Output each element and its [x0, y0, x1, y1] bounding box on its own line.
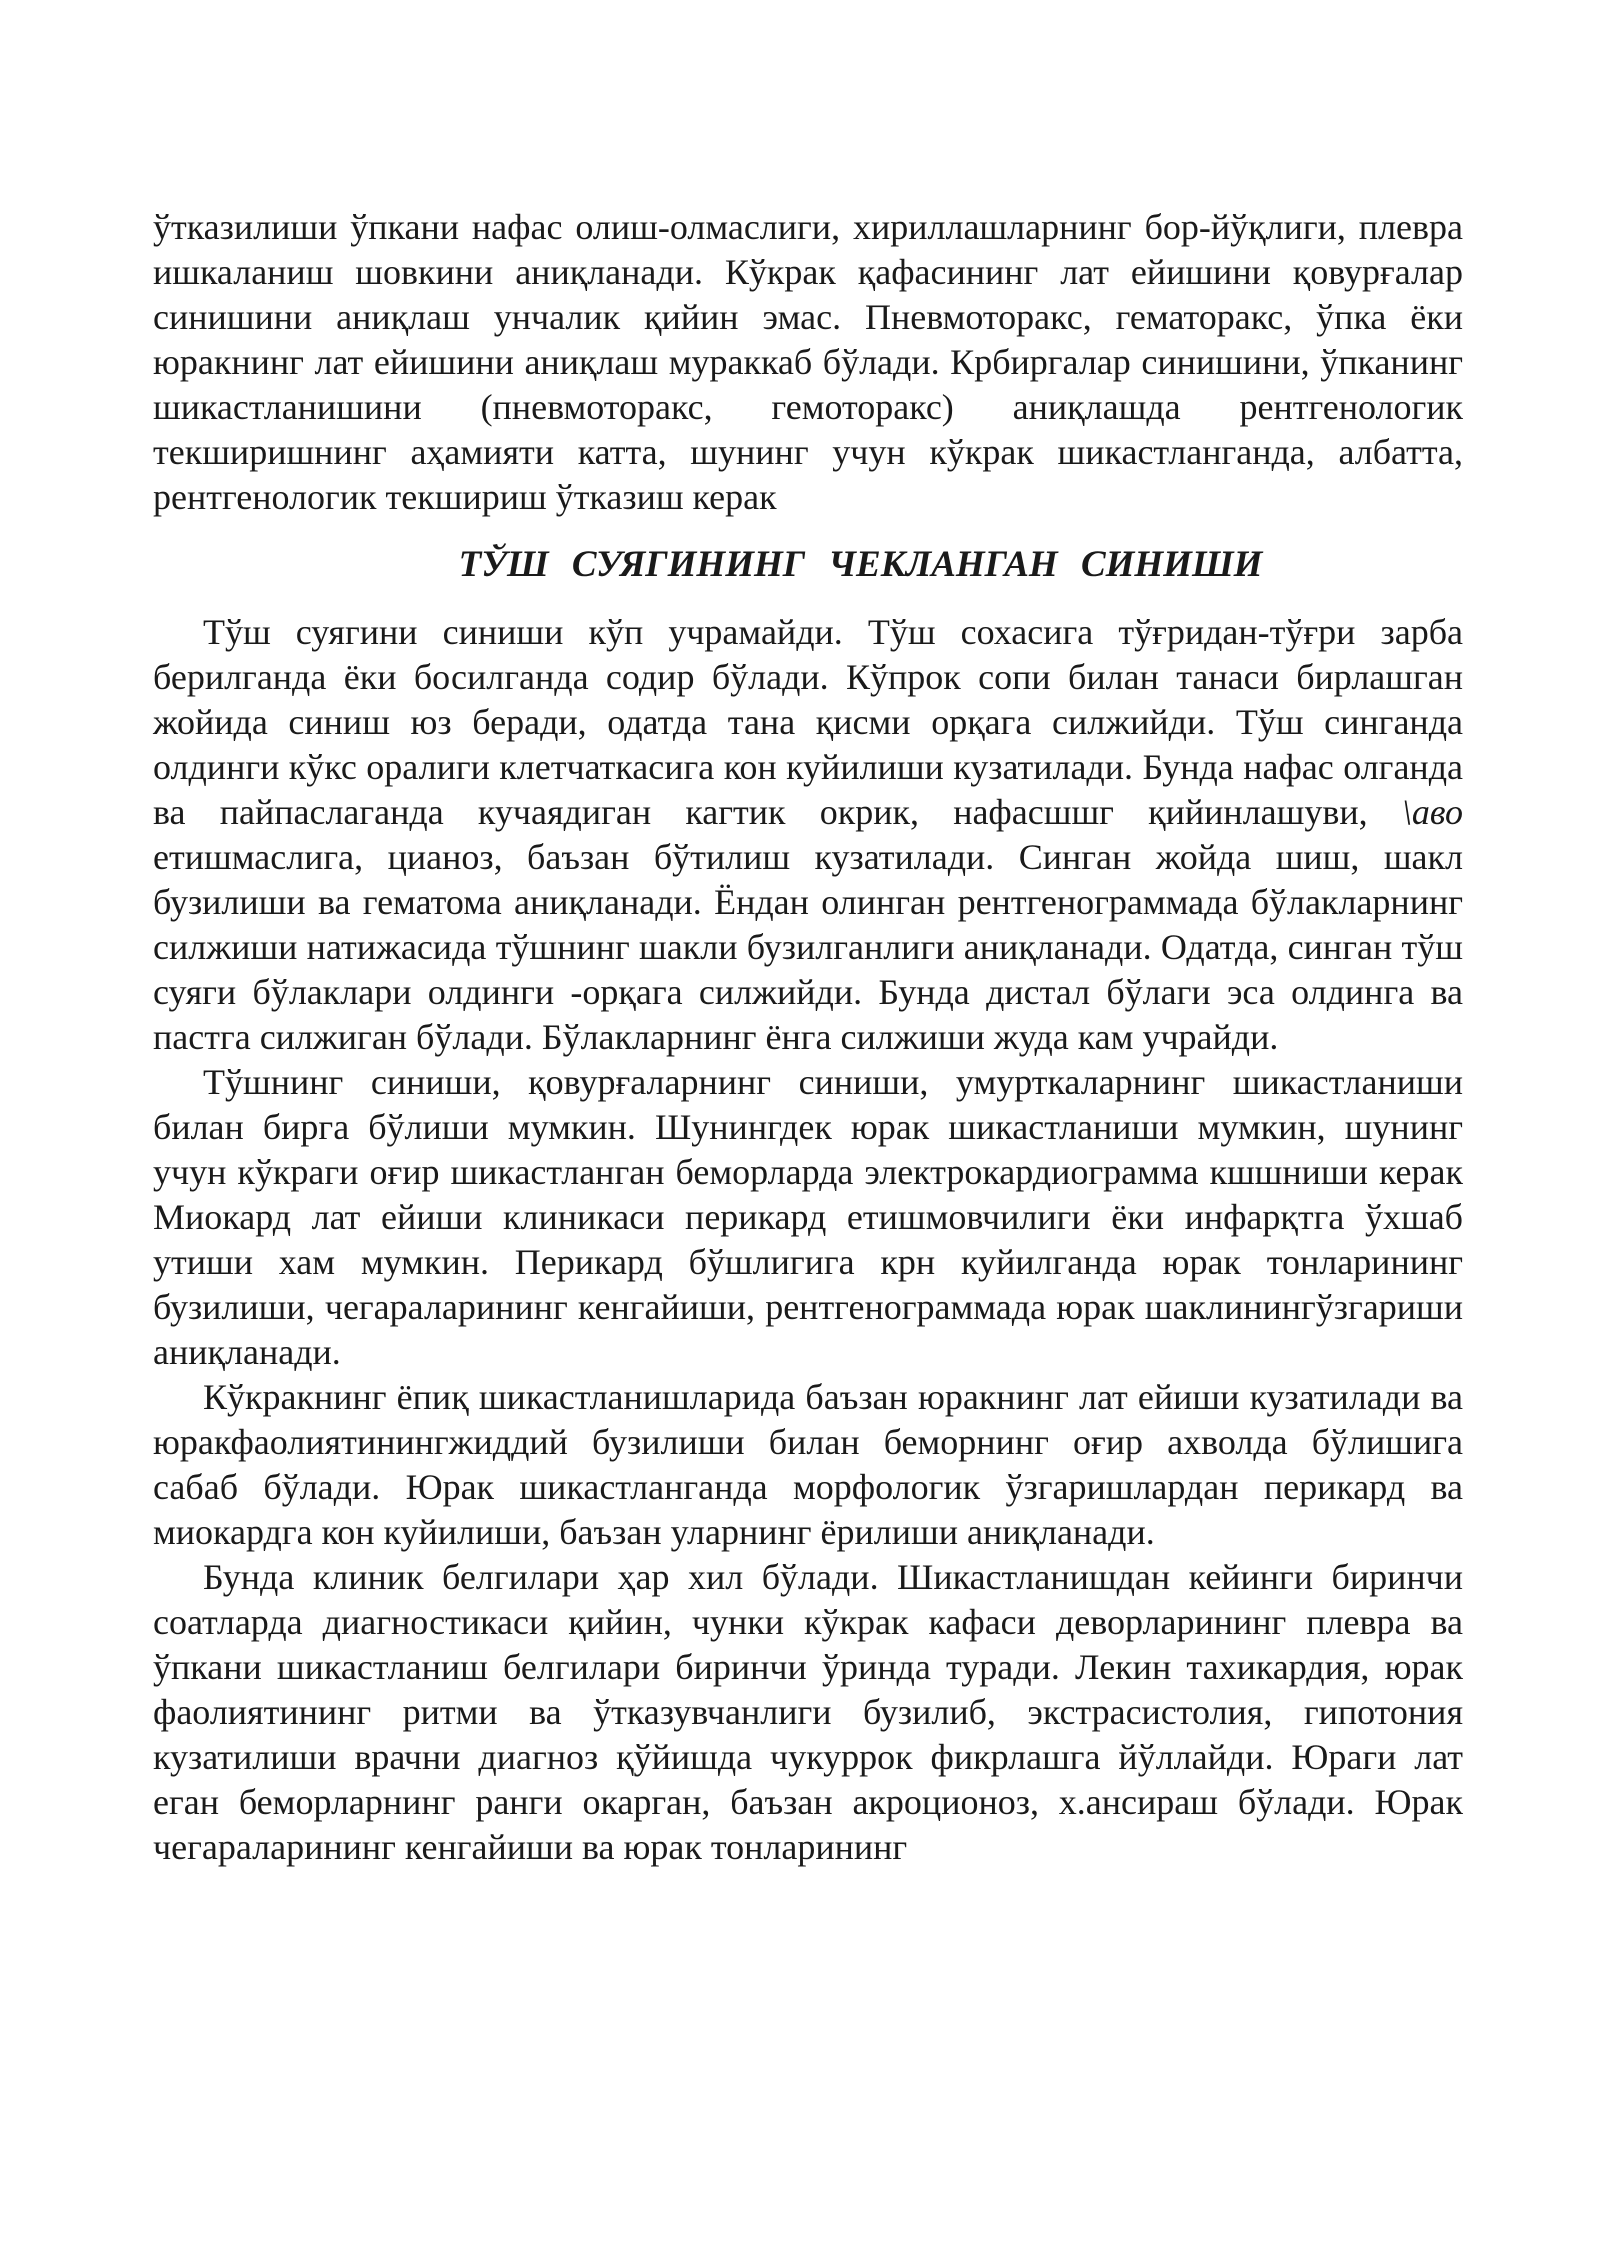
paragraph-text: Тўш суягини синиши кўп учрамайди. Тўш сохасига тўғридан-тўғри зарба берилганда ёки босилганда содир бўлади. Кўпрок сопи билан танаси бирлашган жойида синиш юз беради, одатда тана қисми орқага силжийди. Тўш сингандa олдинги кўкс оралиги клетчаткасига кон куйилиши кузатилади. Бунда нафас олганда ва пайпаслаганда кучаядиган кагтик окрик, нафасшшг қийинлашуви, [153, 612, 1463, 832]
paragraph-text: етишмаслига, цианоз, баъзан бўтилиш кузатилади. Синган жойда шиш, шакл бузилиши ва гематома аниқланади. Ёндан олинган рентгенограммада бўлакларнинг силжиши натижасида тўшнинг шакли бузилганлиги аниқланади. Одатда, синган тўш суяги бўлаклари олдинги -орқага силжийди. Бунда дистал бўлаги эса олдинга ва пастга силжиган бўлади. Бўлакларнинг ёнга силжиши жуда кам учрайди. [153, 837, 1463, 1057]
paragraph-intro: ўтказилиши ўпкани нафас олиш-олмаслиги, хириллашларнинг бор-йўқлиги, плевра ишкаланиш шовкини аниқланади. Кўкрак қафасининг лат ейишини қовурғалар синишини аниқлаш унчалик қийин эмас. Пневмоторакс, гематоракс, ўпка ёки юракнинг лат ейишини аниқлаш мураккаб бўлади. Крбиргалар синишини, ўпканинг шикастланишини (пневмоторакс, гемоторакс) аниқлашда рентгенологик текширишнинг аҳамияти катта, шунинг учун кўкрак шикастланганда, албатта, рентгенологик текшириш ўтказиш керак [153, 207, 1463, 517]
italic-fragment: \аво [1401, 792, 1463, 832]
section-heading: ТЎШ СУЯГИНИНГ ЧЕКЛАНГАН СИНИШИ [458, 544, 1263, 585]
document-body [153, 205, 1463, 1870]
paragraph-combined-injuries: Тўшнинг синиши, қовурғаларнинг синиши, умурткаларнинг шикастланиши билан бирга бўлиши мумкин. Шунингдек юрак шикастланиши мумкин, шунинг учун кўкраги оғир шикастланган беморларда электрокардиограмма кшшниши керак Миокард лат ейиши клиникаси перикард етишмовчилиги ёки инфарқтга ўхшаб утиши хам мумкин. Перикард бўшлигига крн куйилганда юрак тонларининг бузилиши, чегараларининг кенгайиши, рентгенограммада юрак шаклинингўзгариши аниқланади. [153, 1062, 1463, 1372]
paragraph-sternum-fracture [153, 610, 1463, 1060]
paragraph-clinical-signs: Бунда клиник белгилари ҳар хил бўлади. Шикастланишдан кейинги биринчи соатларда диагностикаси қийин, чунки кўкрак кафаси деворларининг плевра ва ўпкани шикастланиш белгилари биринчи ўринда туради. Лекин тахикардия, юрак фаолиятининг ритми ва ўтказувчанлиги бузилиб, экстрасистолия, гипотония кузатилиши врачни диагноз қўйишда чукуррок фикрлашга йўллайди. Юраги лат еган беморларнинг ранги окарган, баъзан акроционоз, х.ансираш бўлади. Юрак чегараларининг кенгайиши ва юрак тонларининг [153, 1557, 1463, 1867]
paragraph-heart-contusion: Кўкракнинг ёпиқ шикастланишларида баъзан юракнинг лат ейиши кузатилади ва юракфаолиятинингжиддий бузилиши билан беморнинг оғир ахволда бўлишига сабаб бўлади. Юрак шикастланганда морфологик ўзгаришлардан перикард ва миокардга кон куйилиши, баъзан уларнинг ёрилиши аниқланади. [153, 1377, 1463, 1552]
